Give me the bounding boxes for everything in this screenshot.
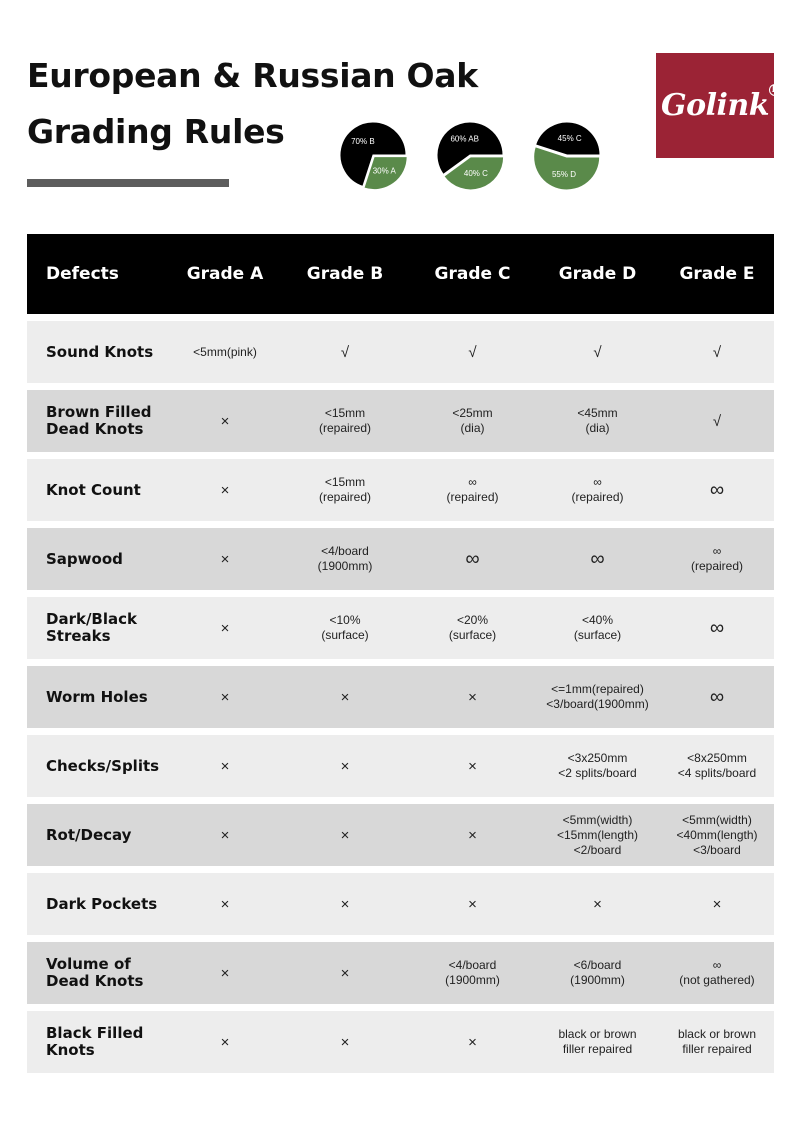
grade-cell: × bbox=[220, 481, 230, 499]
brand-logo bbox=[656, 53, 779, 158]
grade-cell: × bbox=[340, 688, 350, 706]
grade-cell: ∞ bbox=[709, 479, 725, 501]
grade-cell: × bbox=[468, 688, 477, 706]
logo-wordmark bbox=[660, 85, 779, 123]
title-underline bbox=[27, 179, 229, 187]
header-defects: Defects bbox=[46, 264, 119, 284]
grade-cell: × bbox=[220, 1033, 230, 1051]
defect-label: Volume of Dead Knots bbox=[46, 955, 144, 990]
grade-cell: √ bbox=[593, 343, 602, 361]
grade-cell: black or brown filler repaired bbox=[677, 1027, 757, 1056]
grade-cell: × bbox=[220, 550, 230, 568]
table-row bbox=[27, 942, 774, 1004]
table-row bbox=[27, 321, 774, 383]
grade-cell: <=1mm(repaired) <3/board(1900mm) bbox=[546, 682, 649, 711]
grade-cell: <5mm(width) <40mm(length) <3/board bbox=[676, 812, 758, 857]
grade-cell: √ bbox=[712, 343, 722, 361]
grade-cell: √ bbox=[340, 343, 350, 361]
grade-cell: ∞ bbox=[590, 548, 605, 570]
table-row bbox=[27, 528, 774, 590]
grade-cell: black or brown filler repaired bbox=[558, 1027, 637, 1056]
pie-slice-label: 40% C bbox=[463, 169, 488, 179]
defect-label: Checks/Splits bbox=[46, 756, 160, 775]
title-line-2: Grading Rules bbox=[27, 112, 285, 151]
grade-cell: × bbox=[340, 1033, 350, 1051]
pie-slice-label: 60% AB bbox=[450, 134, 479, 144]
grade-cell: × bbox=[220, 412, 230, 430]
defect-label: Sound Knots bbox=[46, 342, 154, 361]
grade-cell: × bbox=[340, 757, 350, 775]
grade-cell: ∞ (not gathered) bbox=[679, 958, 755, 987]
header-grade-c: Grade C bbox=[434, 264, 511, 284]
header-grade-e: Grade E bbox=[679, 264, 755, 284]
table-row bbox=[27, 804, 774, 866]
grade-cell: × bbox=[712, 895, 722, 913]
grade-cell: <15mm (repaired) bbox=[318, 475, 372, 504]
pie-svg bbox=[437, 122, 503, 188]
table-row bbox=[27, 1011, 774, 1073]
grade-cell: × bbox=[220, 619, 230, 637]
grade-cell: <6/board (1900mm) bbox=[570, 958, 625, 987]
defect-label: Dark/Black Streaks bbox=[46, 610, 137, 645]
table-row bbox=[27, 873, 774, 935]
grade-cell: ∞ bbox=[709, 686, 725, 708]
grade-cell: <3x250mm <2 splits/board bbox=[558, 751, 637, 780]
grade-cell: × bbox=[220, 964, 230, 982]
pie-svg bbox=[534, 122, 600, 188]
pie-svg bbox=[340, 122, 406, 188]
grading-table bbox=[27, 234, 774, 1080]
grade-cell: × bbox=[220, 895, 230, 913]
header-grade-d: Grade D bbox=[558, 264, 637, 284]
grade-cell: √ bbox=[712, 412, 722, 430]
grade-cell: <20% (surface) bbox=[448, 613, 497, 642]
defect-label: Sapwood bbox=[46, 549, 123, 568]
table-row bbox=[27, 390, 774, 452]
grade-cell: <8x250mm <4 splits/board bbox=[677, 751, 757, 780]
grade-cell: ∞ bbox=[709, 617, 725, 639]
grade-cell: ∞ (repaired) bbox=[571, 475, 624, 504]
grade-cell: <25mm (dia) bbox=[452, 406, 493, 435]
grade-cell: <45mm (dia) bbox=[577, 406, 618, 435]
grade-cell: ∞ bbox=[465, 548, 480, 570]
grade-cell: <4/board (1900mm) bbox=[445, 958, 500, 987]
pie-chart-3 bbox=[534, 122, 600, 188]
header-grade-a: Grade A bbox=[186, 264, 264, 284]
table-header bbox=[27, 234, 774, 314]
grade-cell: √ bbox=[468, 343, 477, 361]
logo-text: Golink bbox=[660, 88, 770, 123]
table-body bbox=[27, 321, 774, 1073]
grade-cell: × bbox=[340, 895, 350, 913]
grade-cell: × bbox=[468, 1033, 477, 1051]
defect-label: Rot/Decay bbox=[46, 825, 132, 844]
pie-slice-label: 55% D bbox=[551, 169, 577, 179]
header-grade-b: Grade B bbox=[306, 264, 384, 284]
grade-cell: × bbox=[340, 826, 350, 844]
table-row bbox=[27, 459, 774, 521]
defect-label: Brown Filled Dead Knots bbox=[46, 403, 152, 438]
grade-cell: × bbox=[468, 757, 477, 775]
table-row bbox=[27, 666, 774, 728]
table-row bbox=[27, 735, 774, 797]
pie-slice-label: 45% C bbox=[557, 134, 582, 144]
grade-cell: <5mm(pink) bbox=[193, 344, 257, 359]
grade-cell: ∞ (repaired) bbox=[446, 475, 499, 504]
grade-cell: ∞ (repaired) bbox=[690, 544, 744, 573]
pie-slice-label: 30% A bbox=[372, 166, 396, 176]
grade-cell: × bbox=[340, 964, 350, 982]
pie-chart-1 bbox=[340, 122, 406, 188]
grade-cell: <40% (surface) bbox=[573, 613, 622, 642]
title-line-1: European & Russian Oak bbox=[27, 56, 478, 95]
grade-cell: × bbox=[468, 826, 477, 844]
grade-cell: × bbox=[593, 895, 602, 913]
registered-mark-icon: R bbox=[769, 84, 781, 96]
defect-label: Black Filled Knots bbox=[46, 1024, 144, 1059]
grade-cell: <10% (surface) bbox=[321, 613, 369, 642]
grade-cell: <4/board (1900mm) bbox=[317, 544, 373, 573]
page-title bbox=[27, 48, 478, 160]
pie-slice-label: 70% B bbox=[351, 137, 375, 147]
grade-cell: × bbox=[468, 895, 477, 913]
defect-label: Knot Count bbox=[46, 480, 141, 499]
table-row bbox=[27, 597, 774, 659]
pie-chart-2 bbox=[437, 122, 503, 188]
defect-label: Worm Holes bbox=[46, 687, 148, 706]
grade-cell: <15mm (repaired) bbox=[318, 406, 372, 435]
grade-cell: <5mm(width) <15mm(length) <2/board bbox=[556, 812, 639, 857]
grade-cell: × bbox=[220, 826, 230, 844]
grade-cell: × bbox=[220, 757, 230, 775]
grade-cell: × bbox=[220, 688, 230, 706]
defect-label: Dark Pockets bbox=[46, 894, 158, 913]
